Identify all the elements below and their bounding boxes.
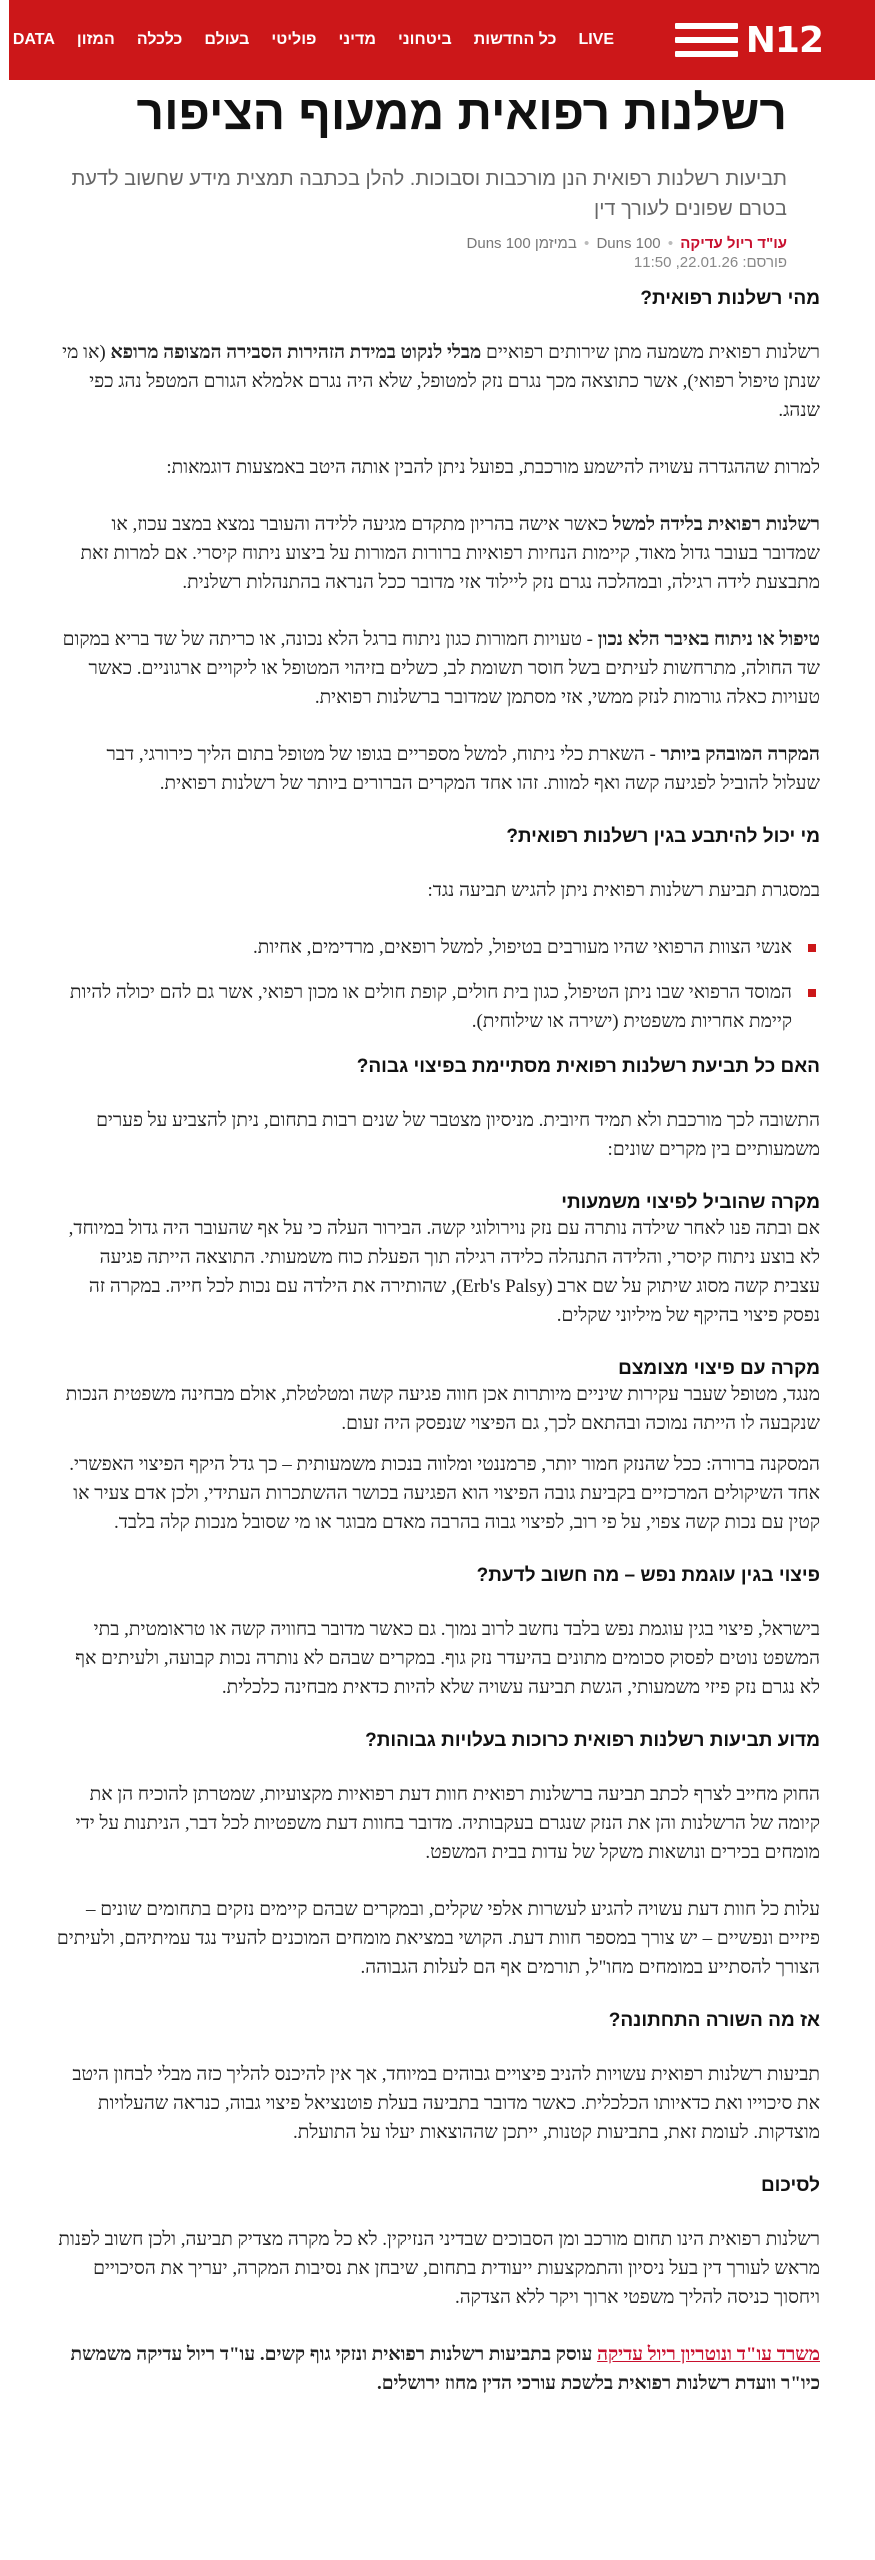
nav-live[interactable]: LIVE (578, 31, 614, 48)
paragraph: תביעות רשלנות רפואית עשויות להניב פיצויים גבוהים במיוחד, אך אין להיכנס להליך כזה מבלי לבחון היטב את סיכוייו ואת כדאיותו הכלכלית. כאשר מדובר בתביעה בעלת פוטנציאל פיצוי גבוה, כנראה שהעלויות מוצדקות. לעומת זאת, בתביעות קטנות, ייתכן שההוצאות יעלו על התועלת. (72, 2064, 820, 2143)
paragraph: טיפול או ניתוח באיבר הלא נכון - טעויות חמורות כגון ניתוח ברגל הלא נכונה, או כריתה של שד בריא במקום שד החולה, מתרחשות לעיתים בשל חוסר תשומת לב, כשלים בזיהוי המטופל או ליקויים ארגוניים. כאשר טעויות כאלה גורמות לנזק ממשי, אזי מסתמן שמדובר ברשלנות רפואית. (62, 629, 820, 708)
nav-israel[interactable] (0, 31, 2, 49)
section-heading: האם כל תביעת רשלנות רפואית מסתיימת בפיצוי גבוה? (356, 1056, 820, 1077)
n12-logo[interactable] (675, 18, 823, 62)
nav-world[interactable]: בעולם (204, 31, 250, 48)
paragraph: המסקנה ברורה: ככל שהנזק חמור יותר, פרמננטי ומלווה בנכות משמעותית – כך גדל היקף הפיצוי האפשרי. אחד השיקולים המרכזיים בקביעת גובה הפיצוי הוא הפגיעה בכושר ההשתכרות העתידי, ולכן אדם צעיר או קטין עם נכות קשה צפוי, על פי רוב, לפיצוי גבוה בהרבה מאדם מבוגר או מי שסובל מנכות קלה בלבד. (69, 1454, 820, 1533)
section-heading: מדוע תביעות רשלנות רפואית כרוכות בעלויות גבוהות? (365, 1730, 820, 1751)
list-item: המוסד הרפואי שבו ניתן הטיפול, כגון בית חולים, קופת חולים או מכון רפואי, אשר גם להם יכולה להיות קיימת אחריות משפטית (ישירה או שילוחית). (55, 978, 820, 1036)
section-heading: מי יכול להיתבע בגין רשלנות רפואית? (506, 826, 820, 847)
paragraph: מנגד, מטופל שעבר עקירות שיניים מיותרות אכן חווה פגיעה קשה ומטלטלת, אולם מבחינה משפטית הנכות שנקבעה לו הייתה נמוכה ובהתאם לכך, גם הפיצוי שנפסק היה זעום. (65, 1384, 820, 1434)
paragraph: בישראל, פיצוי בגין עוגמת נפש בלבד נחשב לרוב נמוך. גם כאשר מדובר בחוויה קשה או טראומטית, בתי המשפט נוטים לפסוק סכומים מתונים בהיעדר נזק גוף. במקרים שבהם לא נותרה נכות קבועה, ולעיתים אף לא נגרם נזק פיזי משמעותי, הגשת תביעה עשויה שלא להיות כדאית מבחינה כלכלית. (75, 1619, 820, 1698)
paragraph: אם ובתה פנו לאחר שילדה נותרה עם נזק נוירולוגי קשה. הבירור העלה כי על אף שהעובר היה גדול במיוחד, לא בוצע ניתוח קיסרי, והלידה התנהלה כלידה רגילה תוך הפעלת כוח משמעותי. התוצאה הייתה פגיעה עצבית קשה מסוג שיתוק על שם ארב (Erb's Palsy), שהותירה את הילדה עם נכות לכל חייה. במקרה זה נפסק פיצוי בהיקף של מיליוני שקלים. (68, 1218, 820, 1326)
section-heading: פיצוי בגין עוגמת נפש – מה חשוב לדעת? (476, 1565, 820, 1586)
paragraph: החוק מחייב לצרף לכתב תביעה ברשלנות רפואית חוות דעת רפואיות מקצועיות, שמטרתן להוכיח הן את קיומה של הרשלנות והן את הנזק שנגרם בעקבותיה. מדובר בחוות דעת משפטיות לכל דבר, הניתנות על ידי מומחים בכירים ונושאות משקל של עדות בבית המשפט. (75, 1784, 820, 1863)
main-nav (0, 0, 625, 80)
paragraph: למרות שההגדרה עשויה להישמע מורכבת, בפועל ניתן להבין אותה היטב באמצעות דוגמאות: (166, 457, 820, 478)
list-item: אנשי הצוות הרפואי שהיו מעורבים בטיפול, למשל רופאים, מרדימים, אחיות. (55, 933, 820, 962)
article-body (55, 288, 820, 2398)
nav-security[interactable]: ביטחוני (397, 31, 452, 48)
published-date: פורסם: 22.01.26, 11:50 (633, 254, 787, 271)
logo-text: N12 (745, 19, 823, 61)
section-heading: מהי רשלנות רפואית? (640, 288, 820, 309)
nav-diplomatic[interactable]: מדיני (338, 31, 376, 48)
section-heading: אז מה השורה התחתונה? (608, 2010, 820, 2031)
subheading: מקרה עם פיצוי מצומצם (618, 1358, 820, 1379)
nav-political[interactable]: פוליטי (271, 31, 317, 48)
byline-separator: • (584, 235, 590, 252)
paragraph: משרד עו"ד ונוטריון ריול עדיקה עוסק בתביעות רשלנות רפואית ונזקי גוף קשים. עו"ד ריול עדיקה משמשת כיו"ר וועדת רשלנות רפואית בלשכת עורכי הדין מחוז ירושלים. (70, 2344, 820, 2394)
paragraph: במסגרת תביעת רשלנות רפואית ניתן להגיש תביעה נגד: (427, 880, 820, 901)
paragraph: רשלנות רפואית הינו תחום מורכב ומן הסבוכים שבדיני הנזיקין. לא כל מקרה מצדיק תביעה, ולכן חשוב לפנות מראש לעורך דין בעל ניסיון והתמקצעות ייעודית בתחום, שיבחן את נסיבות המקרה, יעריך את הסיכויים ויחסוך כניסה להליך משפטי ארוך ויקר ללא הצדקה. (58, 2229, 820, 2308)
author-link[interactable]: עו"ד ריול עדיקה (680, 235, 787, 252)
law-firm-link[interactable]: משרד עו"ד ונוטריון ריול עדיקה (597, 2344, 820, 2365)
paragraph: רשלנות רפואית משמעה מתן שירותים רפואיים מבלי לנקוט במידת הזהירות הסבירה המצופה מרופא (או מי שנתן טיפול רפואי), אשר כתוצאה מכך נגרם נזק למטופל, שלא היה נגרם אלמלא הגורם המטפל נהג כפי שנהג. (62, 342, 820, 421)
paragraph: רשלנות רפואית בלידה למשל כאשר אישה בהריון מתקדם מגיעה ללידה והעובר נמצא במצב עכוז, או שמדובר בעובר גדול מאוד, קיימות הנחיות רפואיות ברורות המורות על ביצוע ניתוח קיסרי. אם למרות זאת מתבצעת לידה רגילה, ובמהלכה נגרם נזק ליילוד אזי מדובר ככל הנראה בהתנהלות רשלנית. (80, 514, 820, 593)
logo-lines-icon (675, 23, 738, 57)
article-title: רשלנות רפואית ממעוף הציפור (136, 87, 787, 140)
article-subtitle: תביעות רשלנות רפואית הנן מורכבות וסבוכות. להלן בכתבה תמצית מידע שחשוב לדעת בטרם שפונים לעורך דין (71, 168, 787, 220)
paragraph: המקרה המובהק ביותר - השארת כלי ניתוח, למשל מספריים בגופו של מטופל בתום הליך כירורגי, דבר שעלול להוביל לפגיעה קשה ואף למוות. זהו אחד המקרים הברורים ביותר של רשלנות רפואית. (106, 744, 820, 794)
paragraph: התשובה לכך מורכבת ולא תמיד חיובית. מניסיון מצטבר של שנים רבות בתחום, ניתן להצביע על פערים משמעותיים בין מקרים שונים: (96, 1110, 820, 1160)
nav-food[interactable]: המזון (76, 31, 115, 48)
paragraph: עלות כל חוות דעת עשויה להגיע לעשרות אלפי שקלים, ובמקרים שבהם קיימים נזקים בתחומים שונים – פיזיים ונפשיים – יש צורך במספר חוות דעת. הקושי במציאת מומחים המוכנים להעיד נגד עמיתיהם, ולעיתים הצורך להסתייע במומחים מחו"ל, תורמים אף הם לעלות הגבוהה. (56, 1899, 820, 1978)
nav-data[interactable]: DATA (12, 31, 55, 48)
section-heading: לסיכום (760, 2175, 820, 2196)
nav-all-news[interactable]: כל החדשות (473, 31, 557, 48)
bullet-list (55, 933, 820, 1036)
byline-separator: • (667, 235, 674, 252)
nav-economy[interactable]: כלכלה (136, 31, 183, 48)
byline (55, 234, 787, 254)
byline-sponsor: במיזמן Duns 100 (466, 235, 577, 252)
byline-tag: Duns 100 (596, 235, 661, 252)
top-navigation-bar (9, 0, 875, 80)
subheading: מקרה שהוביל לפיצוי משמעותי (561, 1192, 820, 1213)
article (55, 80, 820, 2426)
